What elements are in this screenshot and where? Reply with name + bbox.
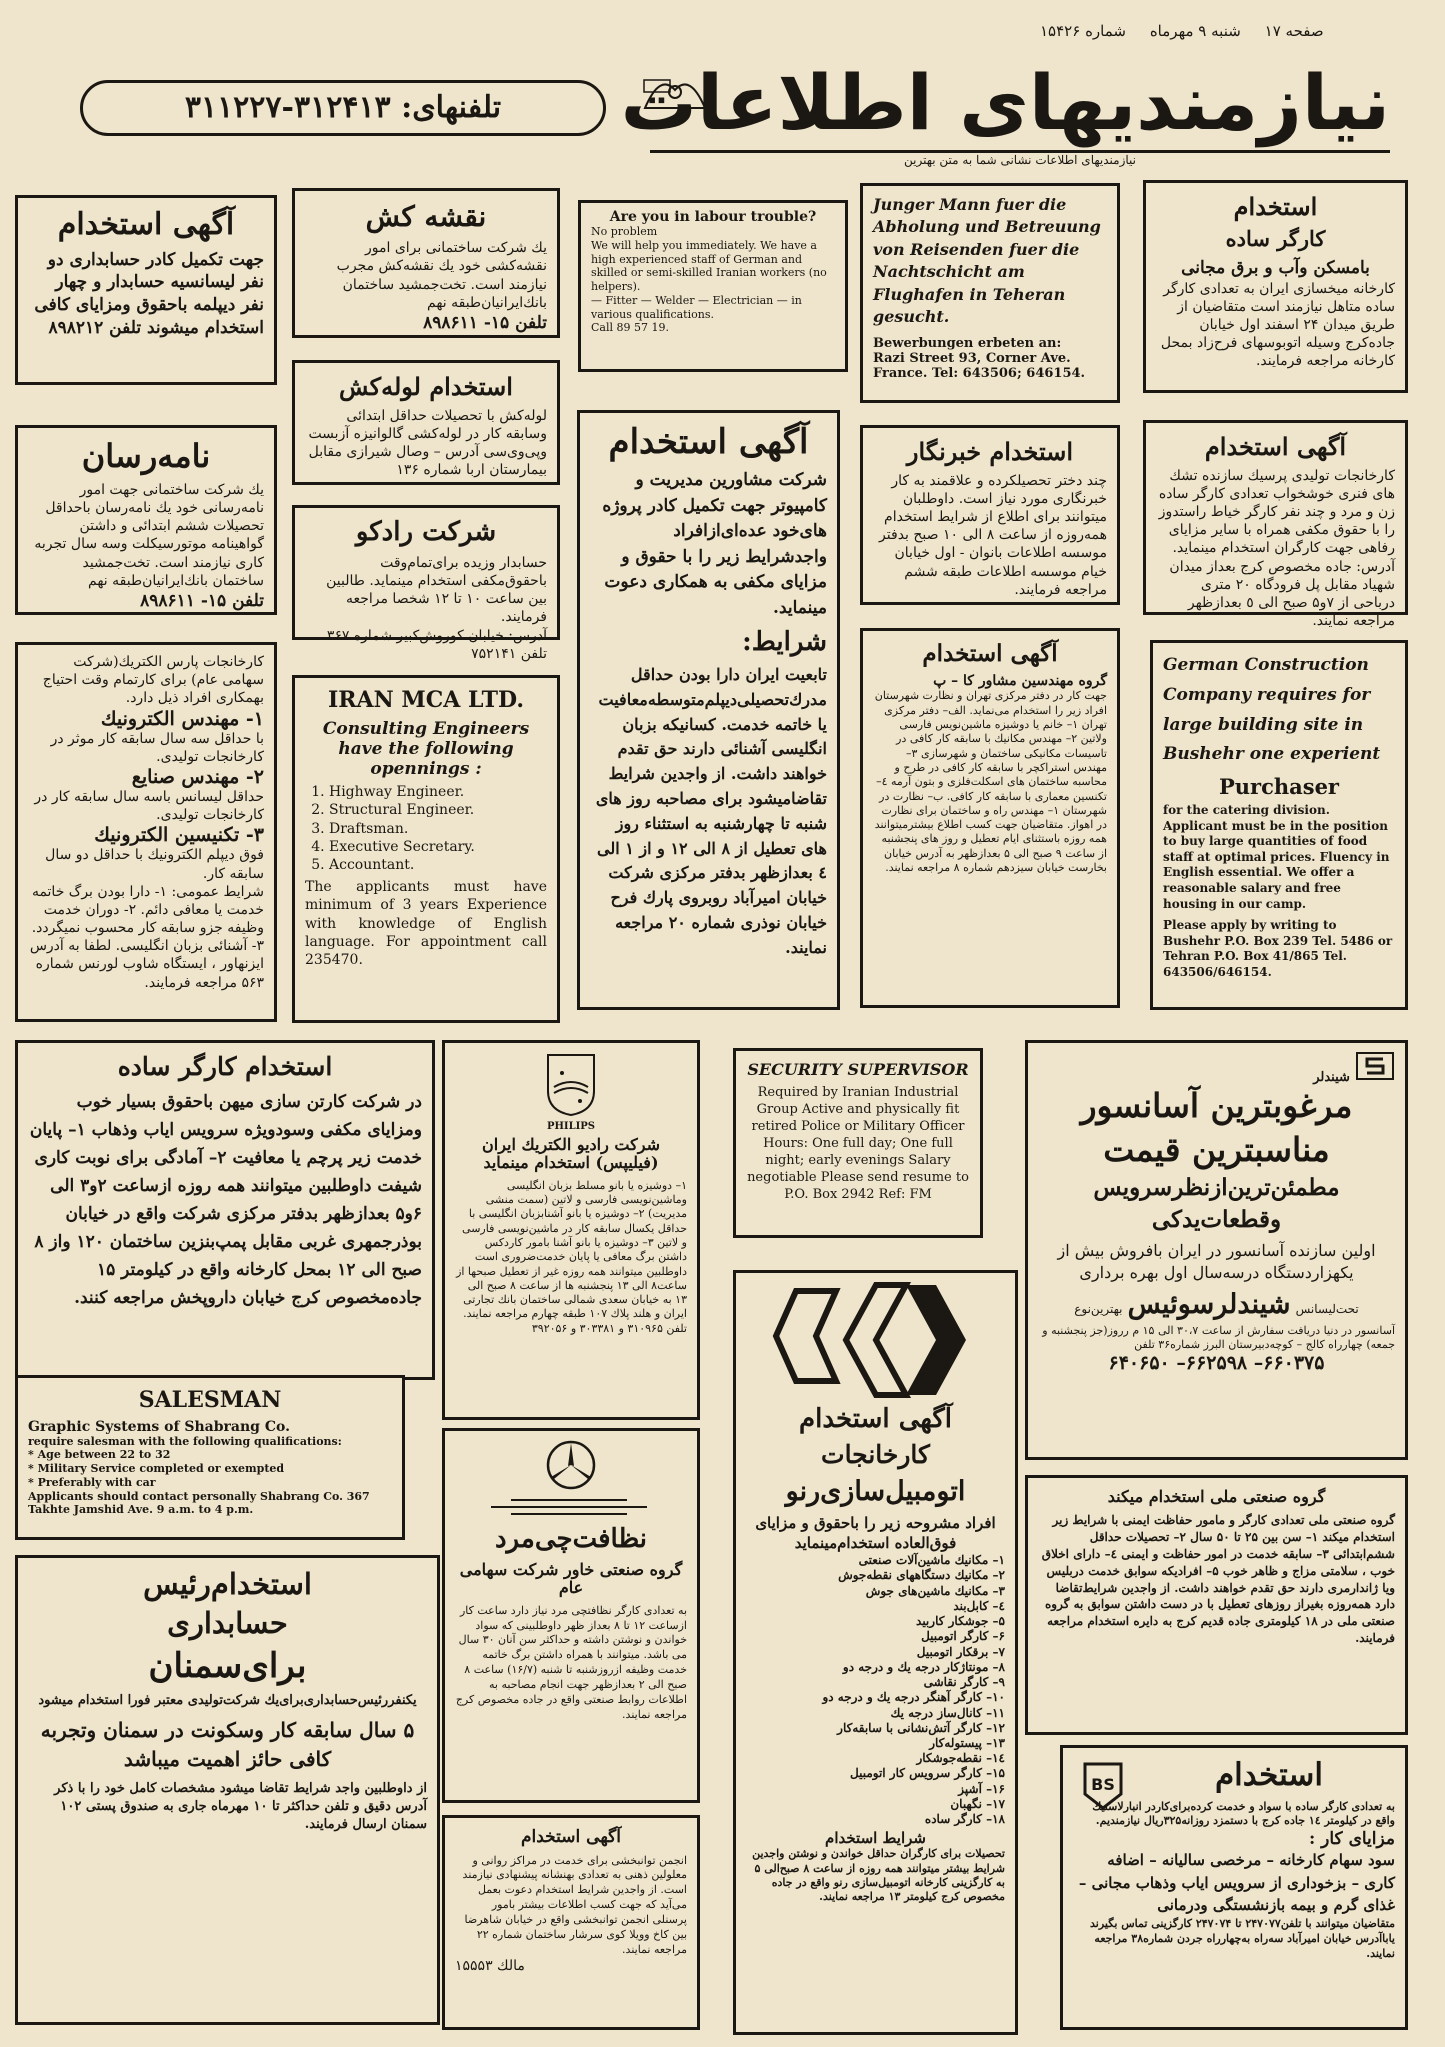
ad-trades: — Fitter — Welder — Electrician — in various qualifications. [591, 293, 802, 321]
schindler-logo-text: شیندلر [1313, 1070, 1350, 1085]
list-item-text: Age between 22 to 32 [37, 1448, 171, 1462]
brand-suffix: بهترین‌نوع [1074, 1301, 1123, 1316]
ad-intro: کارخانجات پارس الکتریك(شرکت سهامی عام) برای کارتمام وقت احتیاج بهمکاری افراد ذیل دارد. [42, 654, 264, 707]
issue-date: شنبه ۹ مهرماه [1149, 22, 1241, 40]
khavar-logo-icon [451, 1495, 687, 1519]
ad-radco [292, 505, 560, 662]
ad-company: اتومبیل‌سازی‌رنو [785, 1475, 966, 1507]
list-item: ۱۲– کارگر آتش‌نشانی با سابقه‌کار [837, 1720, 1005, 1735]
brand-prefix: تحت‌لیسانس [1295, 1301, 1359, 1316]
ad-body: گروه صنعتی ملی تعدادی کارگر و مامور حفاظت ایمنی با شرایط زیر استخدام میکند ۱– سن بین ۲۵ تا ۵۰ سال ۲– تحصیلات حداقل ششم‌ابتدائی ۳– سابقه خدمت در امور حفاظت و ایمنی ٤– دارای اخلاق خوب ، سلامتی مزاج و ظاهر خوب ۵– افرادیکه سوابق خدمت دربلیس ویا ژاندارمری دارند حق تقدم خواهند داشت. از واجدین شرایط‌تقاضا دارد همه‌روزه بغیراز روزهای تعطیل با در دست داشتن سوابق به گروه صنعتی ملی در ۱۸ کیلومتری جاده قدیم کرج به دایره استخدام مراجعه فرمایند. [1041, 1513, 1395, 1645]
positions-list [305, 783, 547, 874]
ad-pars-electric [15, 642, 277, 1022]
ad-body: چند دختر تحصیلکرده و علاقمند به کار خبرنگاری مورد نیاز است. داوطلبان میتوانند برای اطلاع از شرایط استخدام همه‌روزه از ساعت ۸ الی ۱۰ صبح بدفتر موسسه اطلاعات بانوان - اول خیابان خیام موسسه اطلاعات طبقه ششم مراجعه فرمایند. [879, 472, 1107, 598]
list-item: 1. Highway Engineer. [329, 783, 547, 801]
list-item: ۵– جوشکار کاربید [916, 1614, 1005, 1629]
ad-body: یك شرکت ساختمانی برای امور نقشه‌کشی خود یك نقشه‌کش مجرب نیازمند است. تخت‌جمشید ساختمان بانك‌ایرانیان‌طبقه‌ نهم [336, 240, 547, 311]
ad-subtitle: وقطعات‌یدکی [1151, 1206, 1282, 1234]
ad-title: گروه صنعتی ملی استخدام میکند [1107, 1487, 1326, 1506]
ad-title: استخدام لوله‌کش [339, 372, 513, 401]
ad-title: نامه‌رسان [81, 437, 211, 475]
ad-item: ۱- مهندس الکترونیك [100, 707, 264, 730]
ad-title: آگهی استخدام [799, 1404, 952, 1434]
masthead-subtitle: نیازمندیهای اطلاعات نشانی شما به متن بهترین [650, 150, 1390, 167]
ad-bs-company [1060, 1745, 1408, 2030]
ad-subtitle: گروه صنعتی خاور شرکت سهامی عام [459, 1559, 683, 1598]
ad-phones: ۶۶۰۳۷۵– ۶۶۲۵۹۸– ۶۴۰۶۵۰ [1108, 1352, 1325, 1375]
ad-item-desc: فوق دیپلم الکترونیك با حداقل دو سال سابقه کار. [45, 847, 264, 882]
ad-intro: یکنفرر‌ئیس‌حسابداری‌برای‌یك شرکت‌تولیدی معتبر فورا استخدام میشود [38, 1692, 417, 1708]
ad-title: آگهی استخدام [1204, 432, 1347, 461]
list-item: ۲– مکانیك دستگاههای نقطه‌جوش [838, 1568, 1005, 1583]
ad-consultant-engineers [860, 628, 1120, 1008]
ad-draftsman [292, 188, 560, 338]
ad-german-construction [1150, 640, 1408, 1010]
ad-item: ۲- مهندس صنایع [131, 765, 264, 788]
ad-title: مناسبترین قیمت [1103, 1129, 1330, 1169]
ad-mercedes [442, 1428, 700, 1803]
ad-title: استخدام کارگر ساده [117, 1052, 333, 1081]
ad-schindler [1025, 1040, 1408, 1460]
ettelaat-emblem-icon [640, 68, 710, 114]
list-item: ۱۰– کارگر آهنگر درجه یك و درجه دو [822, 1690, 1005, 1705]
list-item: 5. Accountant. [329, 856, 547, 874]
ad-title: استخدام‌رئیس [143, 1567, 312, 1601]
ad-title: SECURITY SUPERVISOR [747, 1060, 969, 1079]
ad-tricot-factory [1143, 420, 1408, 630]
ad-body: از داوطلبین واجد شرایط تقاضا میشود مشخصات کامل خود را با ذکر آدرس دقیق و تلفن حداکثر تا ۱۰ مهرماه جاری به صندوق پستی ۱۰۲ سمنان ارسال فرمایند. [54, 1780, 427, 1833]
ad-title: شرکت رادکو [355, 517, 497, 547]
ad-phone: تلفن ۱۵- ۸۹۸۶۱۱ [423, 312, 547, 333]
ad-title: آگهی استخدام [608, 422, 809, 462]
ad-title: برای‌سمنان [148, 1645, 307, 1686]
ad-body: We will help you immediately. We have a high experienced staff of German and skilled or semi-skilled Iranian workers (no helpers). [591, 238, 827, 293]
ad-title: مرغوبترین آسانسور [1080, 1086, 1353, 1125]
bs-logo-icon [1081, 1760, 1125, 1812]
issue-number: شماره ۱۵۴۲۶ [1040, 22, 1126, 40]
ad-security-supervisor [733, 1048, 983, 1238]
list-item-text: Military Service completed or exempted [37, 1462, 285, 1476]
ad-address: آدرس: خیابان کوروش‌کبیر شماره ۳۶۷ [326, 627, 547, 644]
ad-title: استخدام خبرنگار [906, 437, 1074, 466]
ad-pipe-fitter [292, 360, 560, 485]
ad-item: ۳- تکنیسین الکترونیك [94, 824, 264, 847]
ad-intro: افراد مشروحه زیر را باحقوق و مزایای فوق‌العاده استخدام‌مینماید [755, 1513, 996, 1552]
ad-body: ۱– دوشیزه یا بانو مسلط بزبان انگلیسی وماشین‌نویسی فارسی و لاتین (سمت منشی مدیریت) ۲– دوشیزه یا بانو آشنابزبان انگلیسی با حداقل یکسال سابقه کار در ماشین‌نویسی فارسی و لاتین ۳– دوشیزه یا بانو آشنا بامور کاردکس داشتن برگ معافی یا پایان خدمت‌ضروری است داوطلبین میتوانند همه روزه غیر از تعطیل صبحها از ساعت۸ الی ۱۳ پنجشنبه ها از ساعت ۸ صبح الی ۱۳ به خیابان سعدی شمالی ساختمان بانك تجارتی ایران و هلند پلاك ۱۰۷ طبقه چهارم مراجعه نمایند. تلفن ۳۱۰۹۶۵ و ۳۰۳۳۸۱ و ۳۹۲۰۵۶ [456, 1178, 687, 1335]
ad-perk: بامسکن وآب و برق مجانی [1181, 257, 1370, 278]
ad-benefits: سود سهام کارخانه – مرخصی سالیانه – اضافه کاری – بزخوداری از سرویس ایاب وذهاب مجانی – غذای گرم و بیمه بازنشستگی ودرمانی [1078, 1851, 1395, 1915]
ad-body: جهت کار در دفتر مرکزی تهران و نظارت شهرستان افراد زیر را استخدام می‌نماید. الف– دفتر مرکزی تهران ۱– خانم یا دوشیزه ماشین‌نویس فارسی ولاتین ۲– مهندس مکانیك با سابقه کار کافی در تاسیسات مکانیکی ساختمان و شهرسازی ۳– مهندس استراکچر با سابقه کار کافی در طرح و محاسبه ساختمان های اسکلت‌فلزی و بتون آرمه ٤– تکنسین معماری با سابقه کار کافی. ب– نظارت در شهرستان ۱– مهندس راه و ساختمان برای نظارت در اهواز. متقاضیان جهت کسب اطلاع بیشترمیتوانند همه روزه باستثنای ایام تعطیل و روز های پنجشنبه از ساعت ۹ صبح الی ۵ بعدازظهر به آدرس خیابان بخارست خیابان سیزدهم شماره ۸ مراجعه نمایند. [874, 689, 1107, 874]
list-item: * Age between 22 to 32 [28, 1448, 171, 1462]
ad-body: به تعدادی کارگر نظافتچی مرد نیاز دارد ساعت کار ازساعت ۱۲ تا ۸ بعداز ظهر داوطلبینی که سواد خواندن و نوشتن داشته و حداکثر سن آنان ۳۰ سال می باشد. میتوانند با همراه داشتن برگ خاتمه خدمت وظیفه ازروزشنبه تا شنبه (۱۶/۷) ساعت ۸ صبح الی ۲ بعدازظهر جهت انجام مصاحبه به اطلاعات روابط صنعتی واقع در جاده مخصوص کرج مراجعه نمایند. [455, 1603, 687, 1721]
ad-conditions-title: شرایط استخدام [825, 1829, 926, 1848]
ad-phone: تلفن ۷۵۲۱۴۱ [471, 645, 547, 662]
brand-name: شیندلرسوئیس [1127, 1288, 1291, 1320]
philips-logo [455, 1051, 687, 1132]
ad-body: Applicants should contact personally Shabrang Co. 367 Takhte Jamshid Ave. 9 a.m. to 4 p.m. [28, 1489, 370, 1517]
ad-sub: opennings : [370, 759, 482, 780]
schindler-s-icon [1355, 1051, 1395, 1081]
ad-title: نظافت‌چی‌مرد [494, 1524, 648, 1554]
schindler-logo [1038, 1051, 1395, 1085]
ad-body: جهت تکمیل کادر حسابداری دو نفر لیسانسیه حسابدار و چهار نفر دیپلمه باحقوق ومزایای کافی استخدام میشوند تلفن ۸۹۸۲۱۲ [34, 249, 264, 339]
ad-rehabilitation [442, 1815, 700, 2030]
ad-subtitle: مطمئن‌ترین‌ازنظر‌سرویس [1093, 1173, 1340, 1201]
renault-logo [746, 1281, 1005, 1403]
page-number: صفحه ۱۷ [1264, 22, 1324, 40]
ad-address: Razi Street 93, Corner Ave. France. Tel: 643506; 646154. [873, 351, 1086, 382]
ad-title: IRAN MCA LTD. [327, 687, 524, 713]
ad-title: شرکت رادیو الکتریك ایران (فیلیپس) استخدام مینماید [482, 1135, 660, 1173]
ad-subtitle: کارخانجات [821, 1439, 930, 1469]
bs-logo [1081, 1760, 1125, 1816]
ad-philips [442, 1040, 700, 1420]
ad-body: انجمن توانبخشی برای خدمت در مراکز روانی و معلولین ذهنی به تعدادی بهنشانه پیشنهادی نیازمند است. از واجدین شرایط استخدام دعوت بعمل می‌آید که جهت کسب اطلاعات بیشتر بامور پرسنلی انجمن توانبخشی واقع در خیابان شاهرضا بین کاخ وویلا کوی سرشار ساختمان شماره ۲۲ مراجعه نمایند. [462, 1853, 687, 1956]
page-header-line [1040, 22, 1324, 40]
ad-line: No problem [591, 225, 658, 238]
list-item: ۱۵– کارگر سرویس کار اتومبیل [849, 1766, 1005, 1781]
ad-sub: have the following [338, 739, 514, 760]
ad-salesman [15, 1375, 405, 1540]
ad-simple-worker-bottom [15, 1040, 435, 1380]
mercedes-logo [455, 1439, 687, 1495]
list-item: ۳– مکانیك ماشین‌های جوش [865, 1583, 1005, 1598]
ad-body: یك شرکت ساختمانی جهت امور نامه‌رسانی خود یك نامه‌رسان باحداقل تحصیلات ششم ابتدائی و داشتن گواهینامه موتورسیکلت وسه سال تجربه کاری نیازمند است. تخت‌جمشید ساختمان بانك‌ایرانیان‌طبقه‌ نهم [34, 481, 264, 589]
ad-title: SALESMAN [138, 1387, 282, 1413]
list-item-text: Preferably with car [37, 1475, 156, 1489]
svg-text:BS: BS [1091, 1775, 1115, 1794]
list-item: 4. Executive Secretary. [329, 838, 547, 856]
ad-sub: Consulting Engineers [322, 719, 530, 740]
masthead [60, 58, 1390, 168]
ad-renault [733, 1270, 1018, 2035]
ad-apply: Bewerbungen erbeten an: [873, 336, 1062, 352]
ad-requirement: require salesman with the following qualifications: [28, 1435, 342, 1449]
ad-title: حسابداری [167, 1606, 288, 1641]
ad-title: Are you in labour trouble? [609, 209, 817, 225]
ad-body: کارخانجات تولیدی پرسیك سازنده تشك های فنری خوشخواب تعدادی کارگر ساده زن و مرد و چند نفر کارگر خیاط راستدوز را با حقوق مکفی همراه با سایر مزایای رفاهی جهت کارگران استخدام مینماید. [1158, 467, 1395, 557]
list-item: ۸– مونتاژکار درجه یك و درجه دو [842, 1659, 1005, 1674]
ad-conditions-title: شرایط: [742, 627, 827, 658]
ad-body: Junger Mann fuer die Abholung und Betreuung von Reisenden fuer die Nachtschicht am Flughafen in Teheran gesucht. [873, 195, 1101, 326]
masthead-title: نیازمندیهای اطلاعات [620, 58, 1390, 147]
list-item: ۱۳– پیستوله‌کار [929, 1736, 1005, 1750]
ad-item-desc: با حداقل سه سال سابقه کار موثر در کارخانجات تولیدی. [50, 730, 264, 765]
ad-ref: مالك ۱۵۵۵۳ [455, 1958, 525, 1975]
ad-title: German Construction Company requires for large building site in Bushehr one experient [1163, 655, 1381, 765]
schindler-brand-line [1038, 1289, 1395, 1320]
ad-body: حسابدار وزیده برای‌تمام‌وقت باحقوق‌مکفی استخدام مینماید. طالبین بین ساعت ۱۰ تا ۱۲ شخصا مراجعه فرمایند. [326, 554, 547, 626]
ad-address: آدرس: جاده مخصوص کرج بعداز میدان شهیاد مقابل پل فرودگاه ۲۰ متری درباحی از ۷و۵ صبح الی ٥ بعدازظهر مراجعه نمایند. [1169, 558, 1395, 630]
ad-journalist [860, 425, 1120, 605]
positions-list [746, 1553, 1005, 1827]
ad-body: Required by Iranian Industrial Group Active and physically fit retired Police or Military Officer Hours: One full day; One full night; early evenings Salary negotiable Please send resume to P.O. Box 2942 Ref: FM [747, 1085, 969, 1202]
ad-requirement: ۵ سال سابقه کار وسکونت در سمنان وتجربه کافی حائز اهمیت میباشد [40, 1717, 415, 1771]
list-item: ۱۶– آشپز [958, 1781, 1005, 1796]
ad-iran-mca [292, 675, 560, 1023]
ad-subtitle: گروه مهندسین مشاور کا – پ [933, 673, 1107, 690]
list-item: ۱۸– کارگر ساده [924, 1812, 1005, 1827]
ad-apply: متقاضیان میتوانند با تلفن۲۴۷۰۷۷ تا ۲۴۷۰۷۴ کارگزینی تماس بگیرند یاباآدرس خیابان امیرآباد سه‌راه به‌چهارراه‌ جردن شماره۳۸ مراجعه نمایند. [1090, 1916, 1395, 1960]
list-item: * Military Service completed or exempted [28, 1462, 285, 1476]
list-item: ۹– کارگر نقاشی [923, 1675, 1005, 1690]
ad-simple-worker-top [1143, 180, 1408, 393]
ad-role: Purchaser [1218, 774, 1340, 799]
ad-messenger [15, 425, 277, 615]
ad-phone: Call 89 57 19. [591, 321, 669, 335]
list-item: ٤– کابل‌بند [953, 1598, 1005, 1613]
ad-body: کارخانه میخسازی ایران به تعدادی کارگر ساده متاهل نیازمند است متقاضیان از طریق میدان ۲۴ اسفند اول خیابان جاده‌کرج وسیله اتوبوسهای فرح‌زاد بمحل کارخانه مراجعه فرمایند. [1160, 280, 1395, 370]
list-item: 2. Structural Engineer. [329, 801, 547, 819]
ad-subtitle: کارگر ساده [1225, 225, 1326, 251]
ad-consulting-main [577, 410, 840, 1010]
ad-title: آگهی استخدام [521, 1827, 621, 1847]
ad-apply: Please apply by writing to Bushehr P.O. Box 239 Tel. 5486 or Tehran P.O. Box 41/865 Tel. 643506/646154. [1163, 918, 1393, 979]
mercedes-star-icon [545, 1439, 597, 1491]
philips-shield-icon [544, 1051, 598, 1117]
renault-diamond-icon [776, 1281, 976, 1399]
ad-title: آگهی استخدام [922, 640, 1058, 667]
ad-conditions: تابعیت ایران دارا بودن حداقل مدرك‌تحصیلی‌دیپلم‌متوسطه‌معافیت یا خاتمه خدمت. کسانیکه بزبان انگلیسی آشنائی دارند حق تقدم خواهند داشت. از واجدین شرایط تقاضامیشود برای مصاحبه روز های شنبه تا چهارشنبه به استثناء روز های تعطیل از ۸ الی ۱۲ و از ۱ الی ٤ بعدازظهر بدفتر مرکزی شرکت خیابان امیرآباد روبروی پارك فرح خیابان نوذری شماره ۲۰ مراجعه نمایند. [595, 665, 827, 957]
list-item: ۱۱– کانال‌ساز درجه یك [890, 1705, 1005, 1720]
list-item: ۶– کارگر اتومبیل [921, 1629, 1005, 1644]
ad-phone: تلفن ۱۵- ۸۹۸۶۱۱ [140, 590, 264, 611]
ad-intro: شرکت مشاورین مدیریت و کامپیوتر جهت تکمیل کادر پروژه های‌خود عده‌ای‌ازافراد واجدشرایط زیر را با حقوق و مزایای مکفی به همکاری دعوت مینماید. [602, 470, 827, 618]
list-item: ۱– مکانیك ماشین‌آلات صنعتی [858, 1553, 1005, 1568]
ad-semnan-accounting [15, 1555, 440, 2025]
ad-german-young-man [860, 183, 1120, 403]
list-item: * Preferably with car [28, 1475, 156, 1489]
ad-national-industrial [1025, 1475, 1408, 1735]
ad-title: استخدام [1214, 1757, 1324, 1793]
ad-hours: آسانسور در دنیا دریافت سفارش از ساعت ۳۰،۷ الی ۱۵ م رروز(جز پنجشنبه‌ و جمعه) چهارراه کالج – کوچه‌دبیرستان البرز شماره‌۳۶ تلفن [1042, 1323, 1395, 1351]
ad-benefits-title: مزایای کار : [1308, 1829, 1395, 1850]
philips-logo-text: PHILIPS [546, 1121, 596, 1132]
ad-body: for the catering division. Applicant must be in the position to buy large quantities of food staff at optimal prices. Fluency in English essential. We offer a reasonable salary and free housing in our camp. [1163, 803, 1390, 911]
ad-title: استخدام [1233, 192, 1318, 221]
ad-labour-trouble [578, 200, 848, 372]
ad-accounting [15, 195, 277, 385]
ad-body: به تعدادی کارگر ساده با سواد و خدمت کرده‌برای‌کاردر انبارلاستیك واقع در کیلومتر ۱٤ جاده کرج با دستمزد روزانه‌۳۲۵‌ریال نیازمندیم. [1092, 1799, 1395, 1828]
ad-body: لوله‌کش با تحصیلات حداقل ابتدائی وسابقه کار در لوله‌کشی گالوانیزه آزبست وپی‌وی‌سی آدرس – وصال شیرازی مقابل بیمارستان اربا شماره ۱۳۶ [308, 407, 547, 479]
ad-item-desc: حداقل لیسانس باسه سال سابقه کار در کارخانجات تولیدی. [34, 788, 264, 824]
ad-body: اولین سازنده آسانسور در ایران بافروش بیش از یکهزاردستگاه درسه‌سال اول بهره برداری [1057, 1240, 1376, 1283]
list-item: ۱٤– نقطه‌جوشکار [916, 1751, 1005, 1766]
list-item: ۱۷– نگهبان [950, 1796, 1005, 1811]
ad-title: آگهی استخدام [57, 207, 235, 242]
ad-body: در شرکت کارتن سازی میهن باحقوق بسیار خوب ومزایای مکفی وسودویژه سرویس ایاب وذهاب ۱– پایان خدمت زیر پرچم یا معافیت ۲– آمادگی برای نوبت کاری شیفت داوطلبین میتوانند همه روزه ازساعت ۲و۳ الی ۶و۵ بعدازظهر بدفتر مرکزی شرکت واقع در خیابان بوذرجمهری غربی مقابل پمپ‌بنزین ساختمان ۱۲۰ واز ۸ صبح الی ۱۲ بمحل کارخانه واقع در کیلومتر ۱۵ جاده‌مخصوص کرج خیابان داروپخش مراجعه کنند. [29, 1091, 422, 1309]
ad-company: Graphic Systems of Shabrang Co. [28, 1419, 290, 1436]
list-item: ۷– برقکار اتومبیل [916, 1644, 1005, 1659]
phone-numbers: تلفنهای: ۳۱۲۴۱۳-۳۱۱۲۲۷ [80, 80, 606, 136]
list-item: 3. Draftsman. [329, 820, 547, 838]
ad-body: The applicants must have minimum of 3 years Experience with knowledge of English language. For appointment call 235470. [305, 879, 547, 968]
qualifications-list [28, 1448, 392, 1489]
ad-general: شرایط عمومی: ۱- دارا بودن برگ خاتمه خدمت یا معافی دائم. ۲- دوران خدمت وظیفه جزو سابقه کار محسوب نمیگردد. ۳- آشنائی بزبان انگلیسی. لطفا به آدرس ایزنهاور ، ایستگاه شاوب لورنس شماره ۵۶۳ مراجعه فرمایند. [29, 883, 264, 991]
ad-conditions: تحصیلات برای کارگران حداقل خواندن و نوشتن واجدین شرایط بیشتر میتوانند همه روزه از ساعت ۸ صبح‌الی ۵ به کارگزینی کارخانه اتومبیل‌سازی رنو واقع در جاده مخصوص کرج کیلومتر ۱۳ مراجعه نمایند. [752, 1847, 1005, 1904]
ad-title: نقشه کش [365, 200, 487, 233]
